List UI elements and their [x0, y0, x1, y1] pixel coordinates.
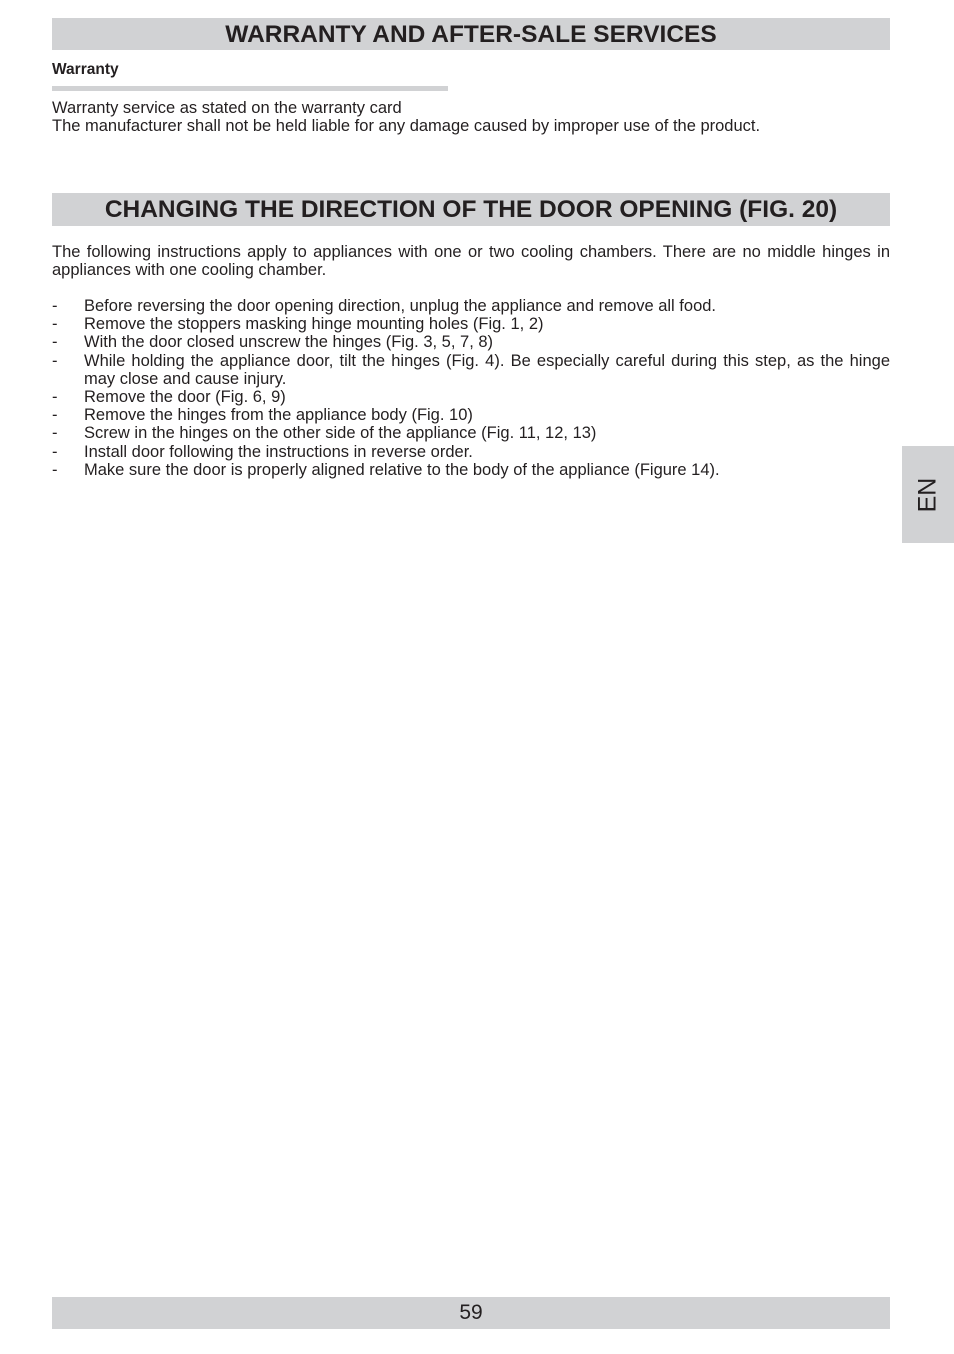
warranty-line-1: Warranty service as stated on the warranty card — [52, 99, 402, 117]
warranty-line-2: The manufacturer shall not be held liable for any damage caused by improper use of the product. — [52, 117, 761, 135]
subheading-divider — [52, 86, 448, 91]
list-item — [52, 461, 890, 479]
warranty-subheading: Warranty — [52, 61, 119, 78]
bullet-dash: - — [52, 424, 58, 443]
bullet-dash: - — [52, 315, 58, 334]
bullet-dash: - — [52, 388, 58, 407]
step-text: Screw in the hinges on the other side of the appliance (Fig. 11, 12, 13) — [84, 424, 597, 443]
step-text: Remove the door (Fig. 6, 9) — [84, 388, 286, 407]
door-section-intro: The following instructions apply to appliances with one or two cooling chambers. There are no middle hinges in appliances with one cooling chamber. — [52, 243, 890, 280]
step-text: Install door following the instructions in reverse order. — [84, 442, 473, 461]
step-text: While holding the appliance door, tilt the hinges (Fig. 4). Be especially careful during this step, as the hinge may close and cause injury. — [84, 351, 890, 388]
step-text: With the door closed unscrew the hinges (Fig. 3, 5, 7, 8) — [84, 333, 494, 352]
step-text: Remove the hinges from the appliance body (Fig. 10) — [84, 406, 473, 425]
list-item — [52, 388, 890, 406]
step-text: Before reversing the door opening direction, unplug the appliance and remove all food. — [84, 297, 717, 315]
list-item — [52, 333, 890, 351]
page-number: 59 — [459, 1301, 483, 1324]
language-tab — [902, 446, 954, 543]
bullet-dash: - — [52, 460, 58, 479]
bullet-dash: - — [52, 351, 58, 370]
bullet-dash: - — [52, 297, 58, 315]
list-item — [52, 315, 890, 333]
bullet-dash: - — [52, 333, 58, 352]
list-item — [52, 424, 890, 442]
door-steps-list — [52, 297, 890, 479]
step-text: Remove the stoppers masking hinge mounting holes (Fig. 1, 2) — [84, 315, 544, 334]
list-item — [52, 406, 890, 424]
page-number-bar — [52, 1297, 890, 1329]
language-tab-label: EN — [913, 477, 942, 512]
warranty-section-title: WARRANTY AND AFTER-SALE SERVICES — [52, 18, 890, 50]
list-item — [52, 443, 890, 461]
list-item — [52, 352, 890, 388]
bullet-dash: - — [52, 442, 58, 461]
list-item — [52, 297, 890, 315]
bullet-dash: - — [52, 406, 58, 425]
door-section-title: CHANGING THE DIRECTION OF THE DOOR OPENING (FIG. 20) — [52, 193, 890, 226]
step-text: Make sure the door is properly aligned relative to the body of the appliance (Figure 14). — [84, 460, 720, 479]
